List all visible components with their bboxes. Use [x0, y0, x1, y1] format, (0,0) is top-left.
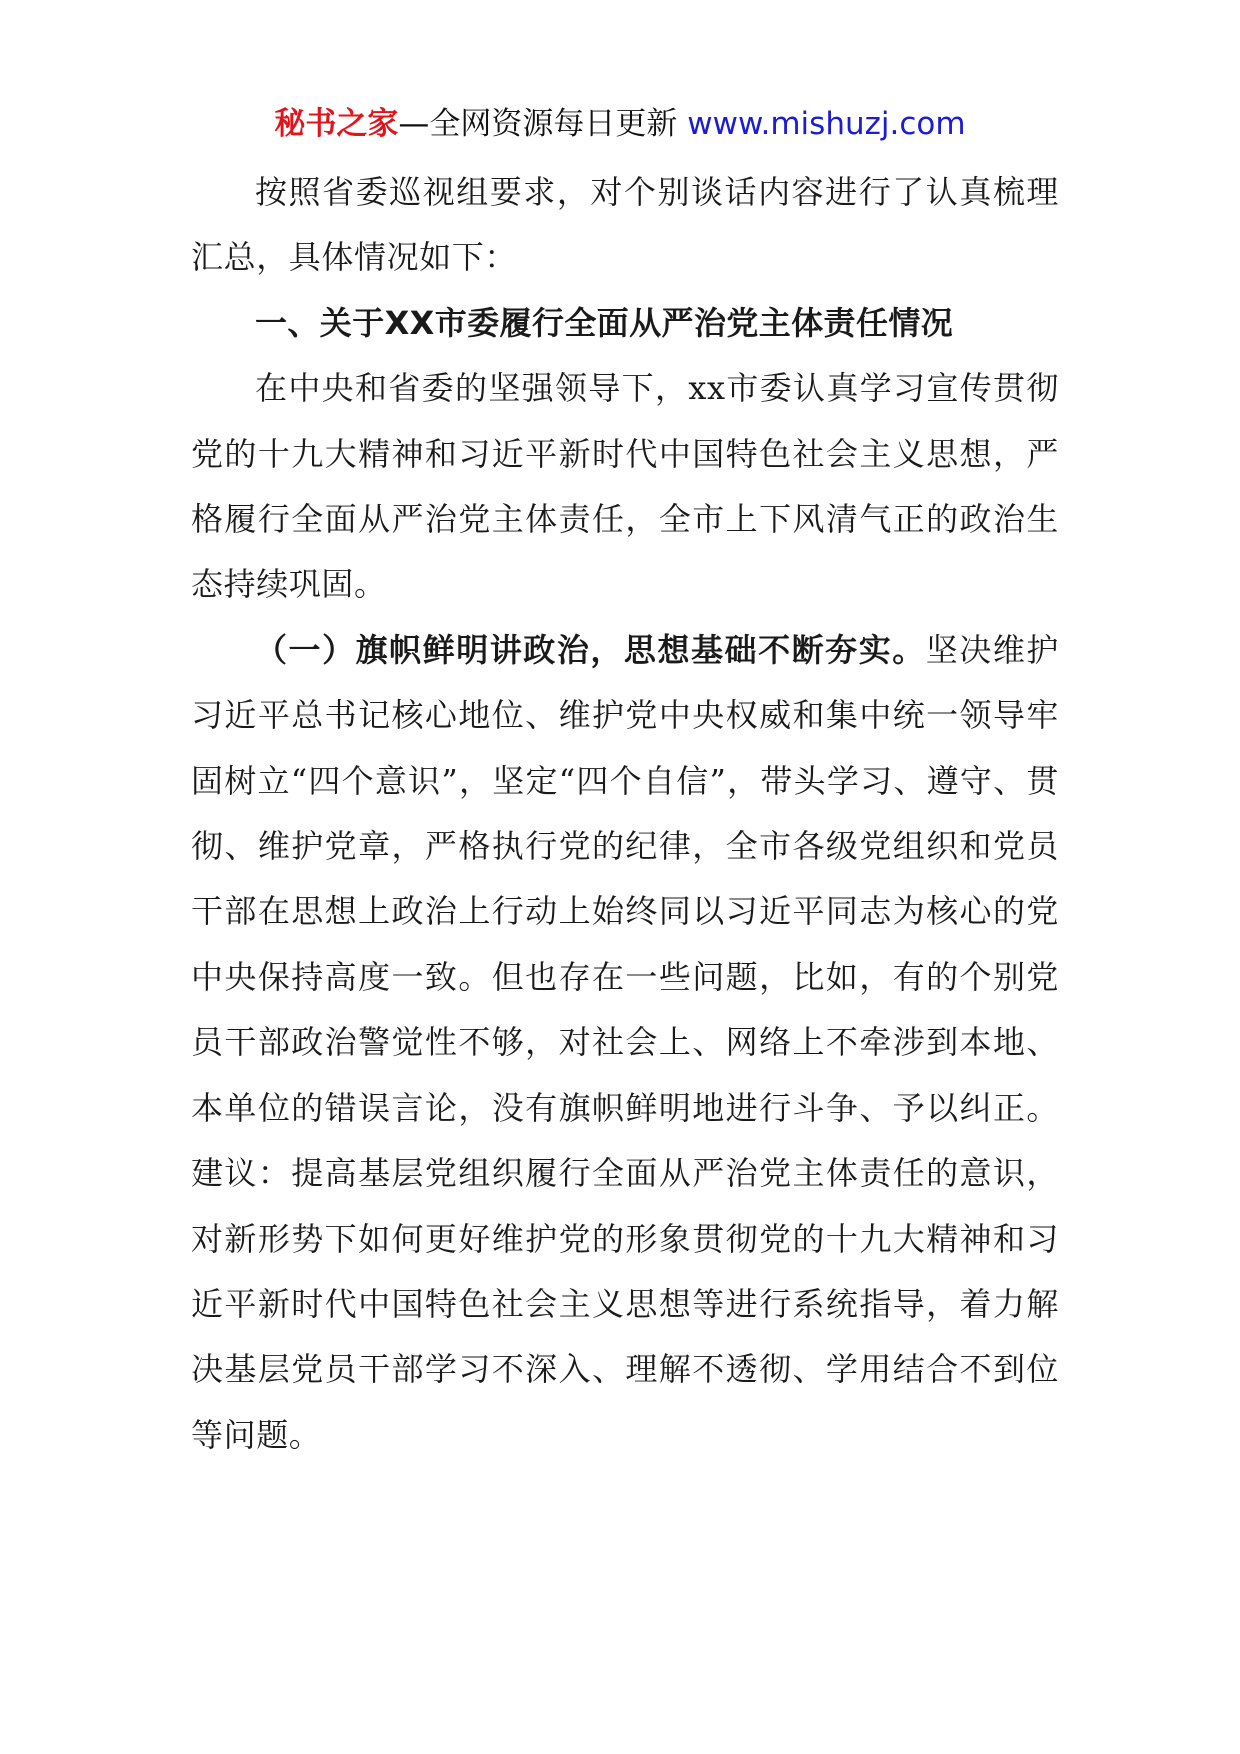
subsection-1-lead: （一）旗帜鲜明讲政治，思想基础不断夯实。	[255, 630, 926, 669]
site-tagline: —全网资源每日更新	[398, 106, 678, 142]
site-brand: 秘书之家	[274, 106, 399, 142]
site-header	[0, 104, 1240, 144]
intro-paragraph: 按照省委巡视组要求，对个别谈话内容进行了认真梳理汇总，具体情况如下：	[191, 173, 1059, 277]
section-1-paragraph: 在中央和省委的坚强领导下，xx市委认真学习宣传贯彻党的十九大精神和习近平新时代中国特色社会主义思想，严格履行全面从严治党主体责任，全市上下风清气正的政治生态持续巩固。	[191, 369, 1059, 604]
site-url-link[interactable]: www.mishuzj.com	[687, 106, 966, 142]
subsection-1-paragraph	[191, 618, 1059, 1468]
subsection-1-body: 坚决维护习近平总书记核心地位、维护党中央权威和集中统一领导牢固树立“四个意识”，坚定“四个自信”，带头学习、遵守、贯彻、维护党章，严格执行党的纪律，全市各级党组织和党员干部在思想上政治上行动上始终同以习近平同志为核心的党中央保持高度一致。但也存在一些问题，比如，有的个别党员干部政治警觉性不够，对社会上、网络上不牵涉到本地、本单位的错误言论，没有旗帜鲜明地进行斗争、予以纠正。建议：提高基层党组织履行全面从严治党主体责任的意识，对新形势下如何更好维护党的形象贯彻党的十九大精神和习近平新时代中国特色社会主义思想等进行系统指导，着力解决基层党员干部学习不深入、理解不透彻、学用结合不到位等问题。	[191, 630, 1059, 1454]
section-1-heading: 一、关于XX市委履行全面从严治党主体责任情况	[255, 303, 954, 342]
document-body	[191, 160, 1059, 1468]
